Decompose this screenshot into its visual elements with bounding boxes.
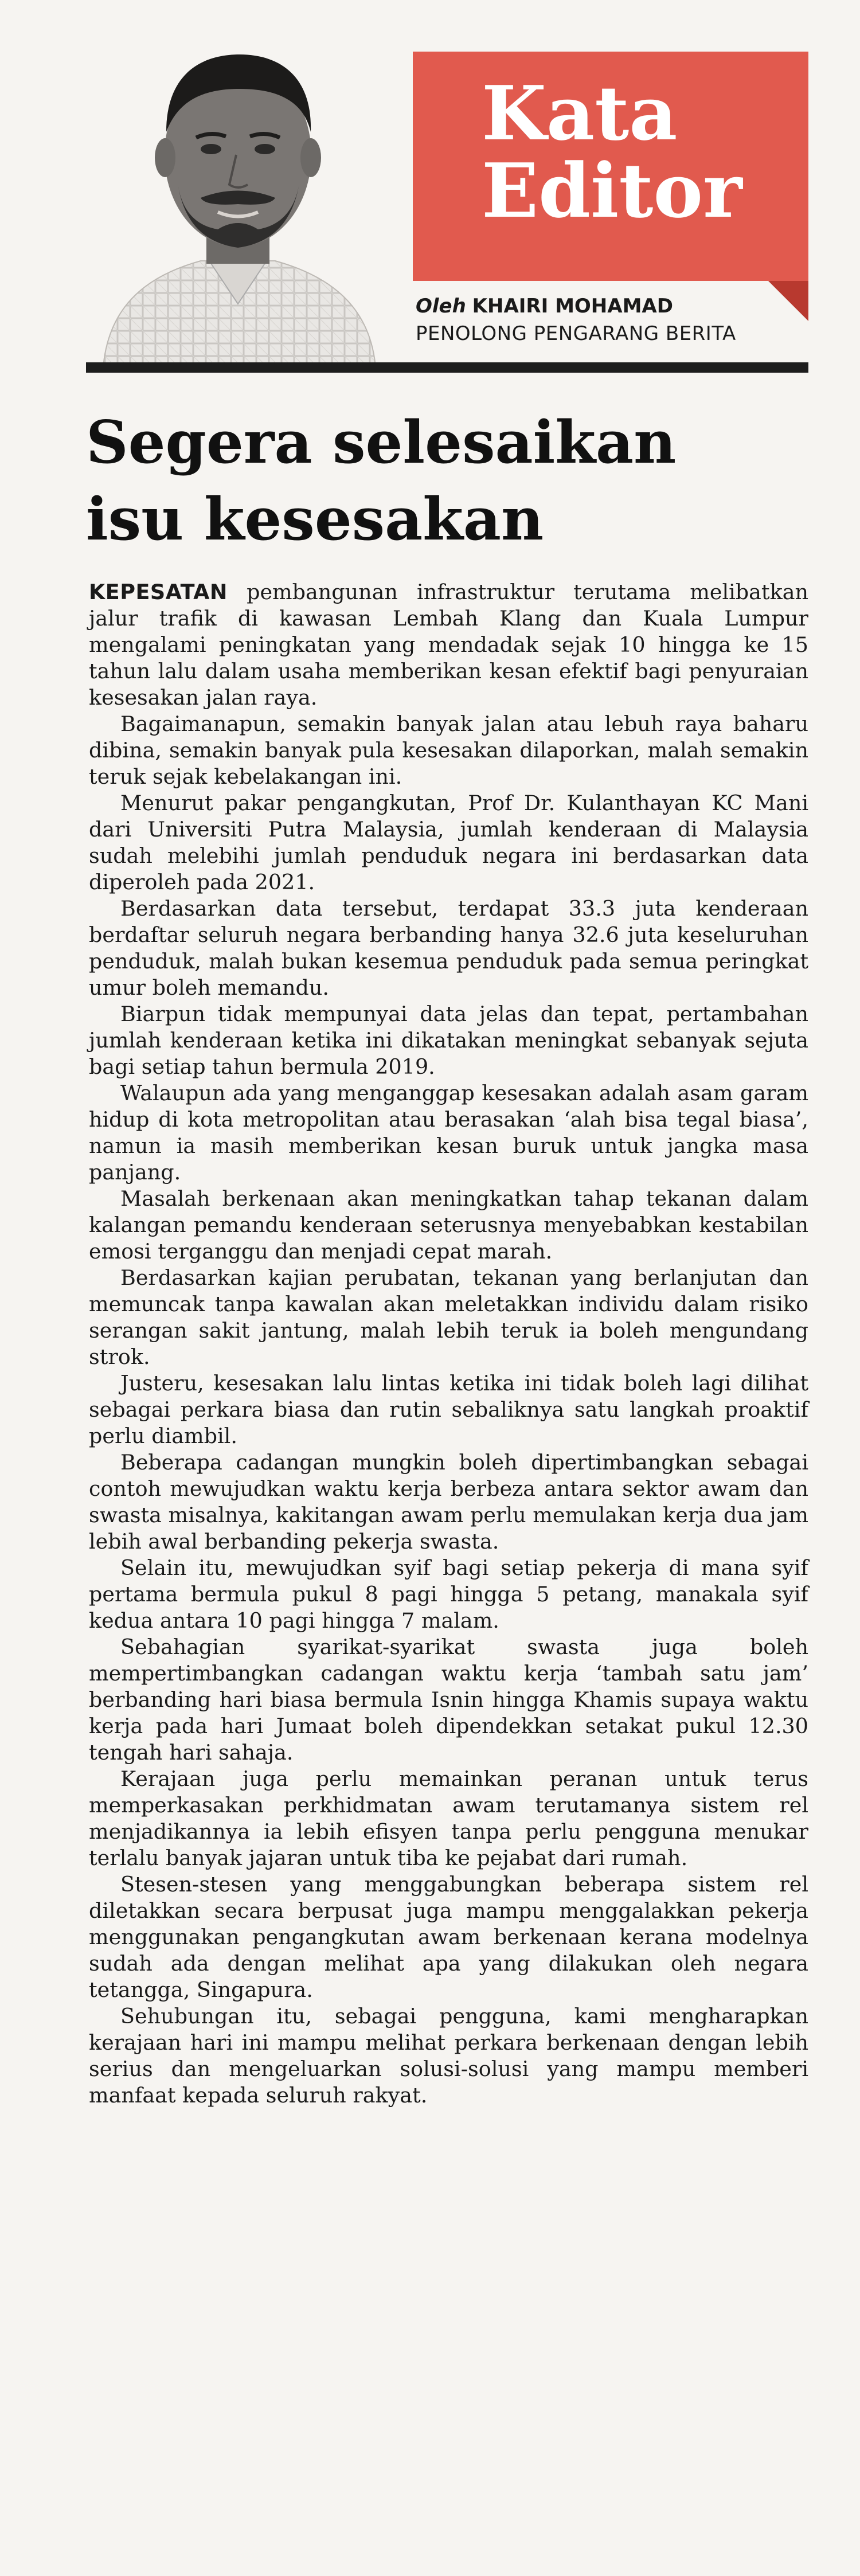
article-paragraph-1: Bagaimanapun, semakin banyak jalan atau lebuh raya baharu dibina, semakin banyak pula kesesakan dilaporkan, malah semakin teruk sejak kebelakangan ini. <box>89 712 808 789</box>
article-paragraph-6: Masalah berkenaan akan meningkatkan tahap tekanan dalam kalangan pemandu kenderaan seterusnya menyebabkan kestabilan emosi terganggu dan menjadi cepat marah. <box>89 1186 808 1264</box>
article-paragraph-10: Selain itu, mewujudkan syif bagi setiap pekerja di mana syif pertama bermula pukul 8 pagi hingga 5 petang, manakala syif kedua antara 10 pagi hingga 7 malam. <box>89 1555 808 1633</box>
byline-author: KHAIRI MOHAMAD <box>472 295 673 318</box>
column-header <box>86 23 808 370</box>
label-fold-decoration <box>768 281 808 321</box>
article-paragraph-13: Stesen-stesen yang menggabungkan beberapa sistem rel diletakkan secara berpusat juga mampu menggalakkan pekerja menggunakan pengangkutan awam berkenaan kerana modelnya sudah ada dengan melihat apa yang dilakukan oleh negara tetangga, Singapura. <box>89 1872 808 2002</box>
article-paragraph-8: Justeru, kesesakan lalu lintas ketika ini tidak boleh lagi dilihat sebagai perkara biasa dan rutin sebaliknya satu langkah proaktif perlu diambil. <box>89 1371 808 1448</box>
article-paragraph-7: Berdasarkan kajian perubatan, tekanan yang berlanjutan dan memuncak tanpa kawalan akan meletakkan individu dalam risiko serangan sakit jantung, malah lebih teruk ia boleh mengundang strok. <box>89 1265 808 1369</box>
headline-line2: isu kesesakan <box>86 485 544 554</box>
article-headline <box>86 404 808 558</box>
article-paragraph-0 <box>89 579 808 711</box>
author-photo <box>86 34 390 367</box>
article-paragraph-14: Sehubungan itu, sebagai pengguna, kami mengharapkan kerajaan hari ini mampu melihat perkara berkenaan dengan lebih serius dan mengeluarkan solusi-solusi yang mampu memberi manfaat kepada seluruh rakyat. <box>89 2004 808 2108</box>
byline-role: PENOLONG PENGARANG BERITA <box>416 322 736 345</box>
column-label-line2: Editor <box>482 147 742 234</box>
article-body <box>89 579 808 2109</box>
headline-line1: Segera selesaikan <box>86 408 677 477</box>
article-paragraph-12: Kerajaan juga perlu memainkan peranan untuk terus memperkasakan perkhidmatan awam terutamanya sistem rel menjadikannya ia lebih efisyen tanpa perlu pengguna menukar terlalu banyak jajaran untuk tiba ke pejabat dari rumah. <box>89 1766 808 1870</box>
article-paragraph-2: Menurut pakar pengangkutan, Prof Dr. Kulanthayan KC Mani dari Universiti Putra Malaysia, jumlah kenderaan di Malaysia sudah melebihi jumlah penduduk negara ini berdasarkan data diperoleh pada 2021. <box>89 791 808 894</box>
article-paragraph-11: Sebahagian syarikat-syarikat swasta juga boleh mempertimbangkan cadangan waktu kerja ‘tambah satu jam’ berbanding hari biasa bermula Isnin hingga Khamis supaya waktu kerja pada hari Jumaat boleh dipendekkan setakat pukul 12.30 tengah hari sahaja. <box>89 1635 808 1765</box>
byline-prefix: Oleh <box>416 295 466 318</box>
article-paragraph-5: Walaupun ada yang menganggap kesesakan adalah asam garam hidup di kota metropolitan atau berasakan ‘alah bisa tegal biasa’, namun ia masih memberikan kesan buruk untuk jangka masa panjang. <box>89 1081 808 1185</box>
kata-editor-label <box>413 52 808 281</box>
column-label <box>482 69 742 234</box>
column-label-line1: Kata <box>482 69 678 157</box>
article-paragraph-4: Biarpun tidak mempunyai data jelas dan tepat, pertambahan jumlah kenderaan ketika ini dikatakan meningkat sebanyak sejuta bagi setiap tahun bermula 2019. <box>89 1002 808 1079</box>
byline <box>416 292 736 347</box>
header-divider <box>86 362 808 373</box>
first-paragraph-text: pembangunan infrastruktur terutama melibatkan jalur trafik di kawasan Lembah Klang dan Kuala Lumpur mengalami peningkatan yang mendadak sejak 10 hingga ke 15 tahun lalu dalam usaha memberikan kesan efektif bagi penyuraian kesesakan jalan raya. <box>89 580 808 710</box>
article-paragraph-9: Beberapa cadangan mungkin boleh dipertimbangkan sebagai contoh mewujudkan waktu kerja berbeza antara sektor awam dan swasta misalnya, kakitangan awam perlu memulakan kerja dua jam lebih awal berbanding pekerja swasta. <box>89 1450 808 1554</box>
author-portrait-image <box>86 34 390 367</box>
article-paragraph-3: Berdasarkan data tersebut, terdapat 33.3 juta kenderaan berdaftar seluruh negara berbanding hanya 32.6 juta keseluruhan penduduk, malah bukan kesemua penduduk pada semua peringkat umur boleh memandu. <box>89 896 808 1000</box>
lead-word: KEPESATAN <box>89 580 228 604</box>
